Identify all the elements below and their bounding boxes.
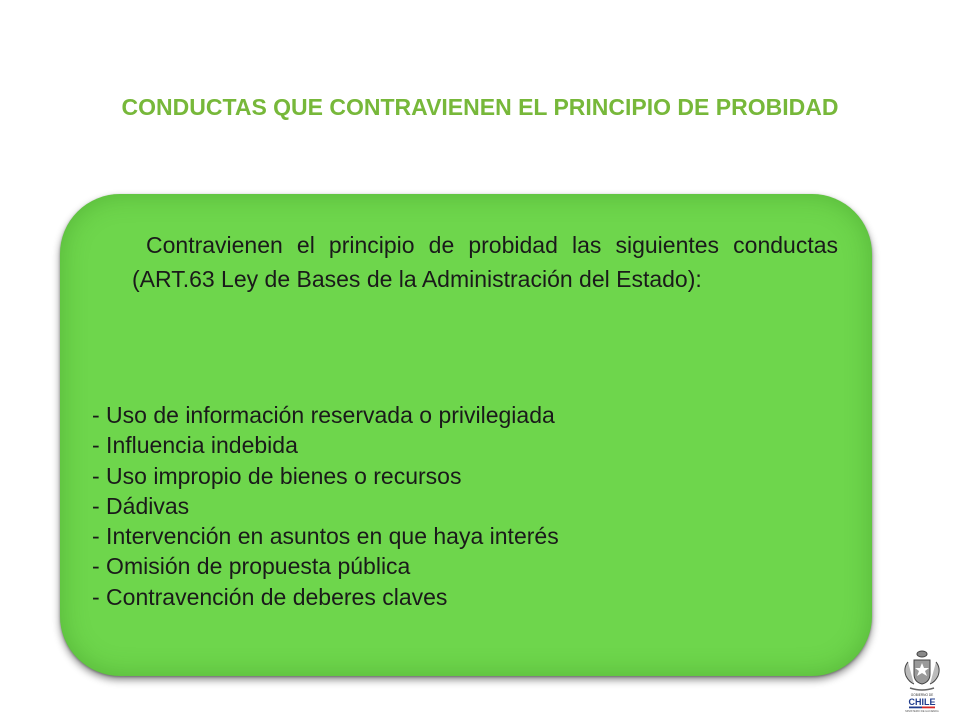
logo-line2: CHILE (908, 697, 936, 707)
list-item: - Omisión de propuesta pública (92, 553, 411, 580)
list-item: - Contravención de deberes claves (92, 583, 448, 610)
content-box (60, 194, 872, 676)
logo-line3: MINISTERIO DE HACIENDA (905, 710, 939, 713)
list-item: - Uso de información reservada o privilegiada (92, 402, 555, 428)
coat-of-arms-icon (905, 651, 939, 690)
conduct-list (92, 400, 559, 612)
logo-line1: GOBIERNO DE (910, 693, 934, 697)
list-item: - Influencia indebida (92, 432, 298, 459)
list-item: - Intervención en asuntos en que haya interés (92, 523, 559, 550)
slide-title: CONDUCTAS QUE CONTRAVIENEN EL PRINCIPIO DE PROBIDAD (121, 94, 839, 120)
list-item: - Dádivas (92, 492, 190, 519)
intro-text: Contravienen el principio de probidad las siguientes conductas (ART.63 Ley de Bases de la Administración del Estado): (132, 232, 838, 292)
list-item: - Uso impropio de bienes o recursos (92, 462, 462, 489)
gobierno-de-chile-logo (898, 648, 946, 714)
